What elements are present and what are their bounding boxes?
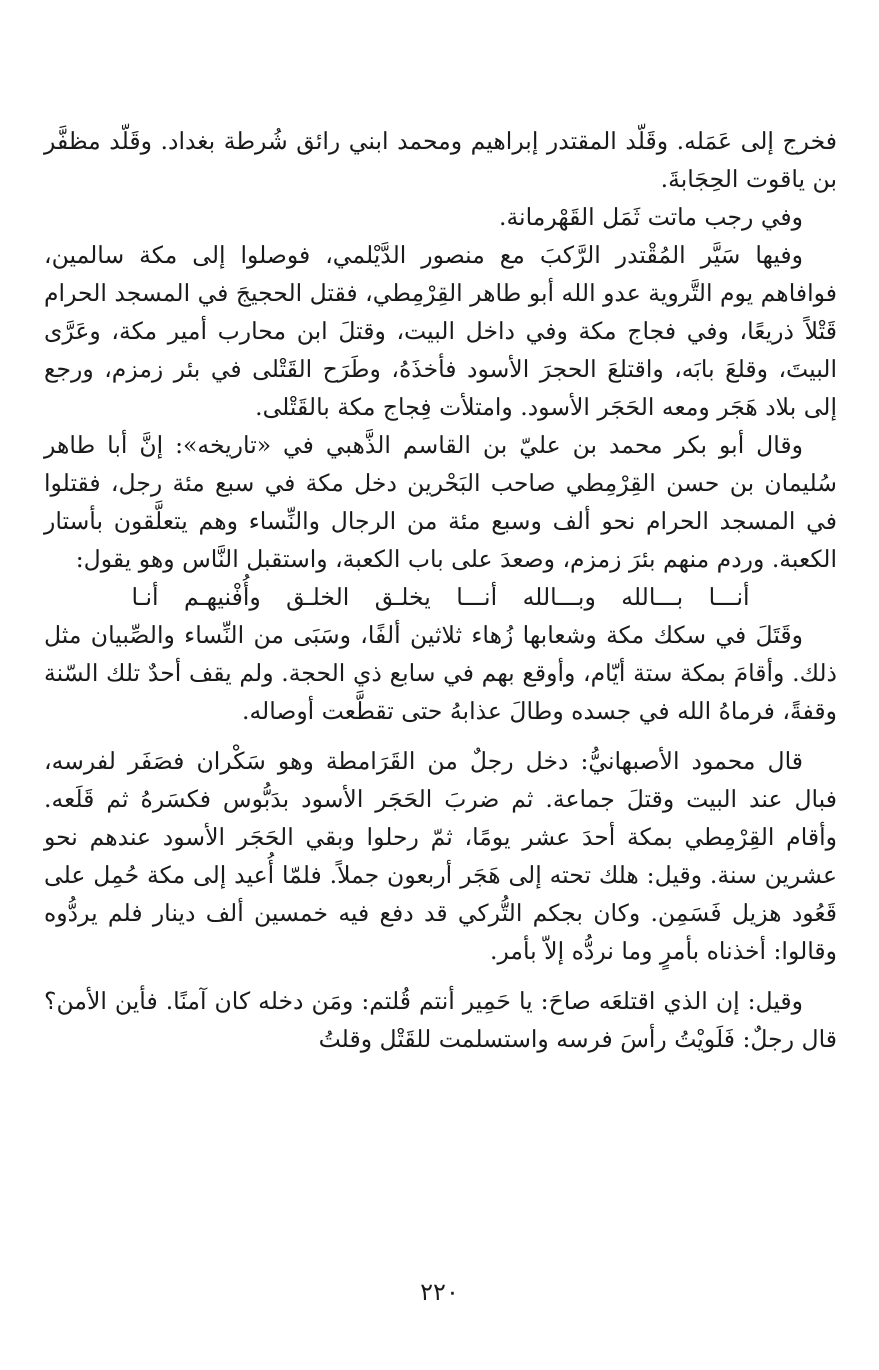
poem-verse: أنـــا بـــالله وبـــالله أنـــا يخلـق الخلـق وأُفْنيهـم أنـا	[131, 583, 750, 611]
page-body	[44, 122, 837, 1058]
paragraph-5: وقَتَلَ في سكك مكة وشعابها زُهاء ثلاثين ألفًا، وسَبَى من النِّساء والصِّبيان مثل ذلك. وأقامَ بمكة ستة أيّام، وأوقع بهم في سابع ذي الحجة. ولم يقف أحدٌ تلك السّنة وقفةً، فرماهُ الله في جسده وطالَ عذابهُ حتى تقطَّعت أوصاله.	[44, 621, 837, 725]
paragraph-6: قال محمود الأصبهانيُّ: دخل رجلٌ من القَرَامطة وهو سَكْران فصَفَر لفرسه، فبال عند البيت وقتلَ جماعة. ثم ضربَ الحَجَر الأسود بدَبُّوس فكسَرهُ ثم قَلَعه. وأقام القِرْمِطي بمكة أحدَ عشر يومًا، ثمّ رحلوا وبقي الحَجَر الأسود عندهم نحو عشرين سنة. وقيل: هلك تحته إلى هَجَر أربعون جملاً. فلمّا أُعيد إلى مكة حُمِل على قَعُود هزيل فَسَمِن. وكان بجكم التُّركي قد دفع فيه خمسين ألف دينار فلم يردُّوه وقالوا: أخذناه بأمرٍ وما نردُّه إلاّ بأمر.	[44, 747, 837, 965]
page-number: ٢٢٠	[420, 1278, 459, 1306]
paragraph-2: وفي رجب ماتت ثَمَل القَهْرمانة.	[498, 203, 803, 231]
paragraph-3: وفيها سَيَّر المُقْتدر الرَّكبَ مع منصور الدَّيْلمي، فوصلوا إلى مكة سالمين، فوافاهم يوم التَّروية عدو الله أبو طاهر القِرْمِطي، فقتل الحجيجَ في المسجد الحرام قَتْلاً ذريعًا، وفي فجاج مكة وفي داخل البيت، وقتلَ ابن محارب أمير مكة، وعَرَّى البيتَ، وقلعَ بابَه، واقتلعَ الحجرَ الأسود فأخذَهُ، وطَرَح القَتْلى في بئر زمزم، ورجع إلى بلاد هَجَر ومعه الحَجَر الأسود. وامتلأت فِجاج مكة بالقَتْلى.	[44, 241, 837, 421]
paragraph-7: وقيل: إن الذي اقتلعَه صاحَ: يا حَمِير أنتم قُلتم: ومَن دخله كان آمنًا. فأين الأمن؟ قال رجلٌ: فَلَويْتُ رأسَ فرسه واستسلمت للقَتْل وقلتُ	[44, 987, 837, 1053]
paragraph-4: وقال أبو بكر محمد بن عليّ بن القاسم الذَّهبي في «تاريخه»: إنَّ أبا طاهر سُليمان بن حسن القِرْمِطي صاحب البَحْرين دخل مكة في سبع مئة رجل، فقتلوا في المسجد الحرام نحو ألف وسبع مئة من الرجال والنِّساء وهم يتعلَّقون بأستار الكعبة. وردم منهم بئرَ زمزم، وصعدَ على باب الكعبة، واستقبل النَّاس وهو يقول:	[44, 431, 837, 573]
paragraph-1: فخرج إلى عَمَله. وقَلّد المقتدر إبراهيم ومحمد ابني رائق شُرطة بغداد. وقَلّد مظفَّر بن ياقوت الحِجَابةَ.	[44, 127, 837, 193]
